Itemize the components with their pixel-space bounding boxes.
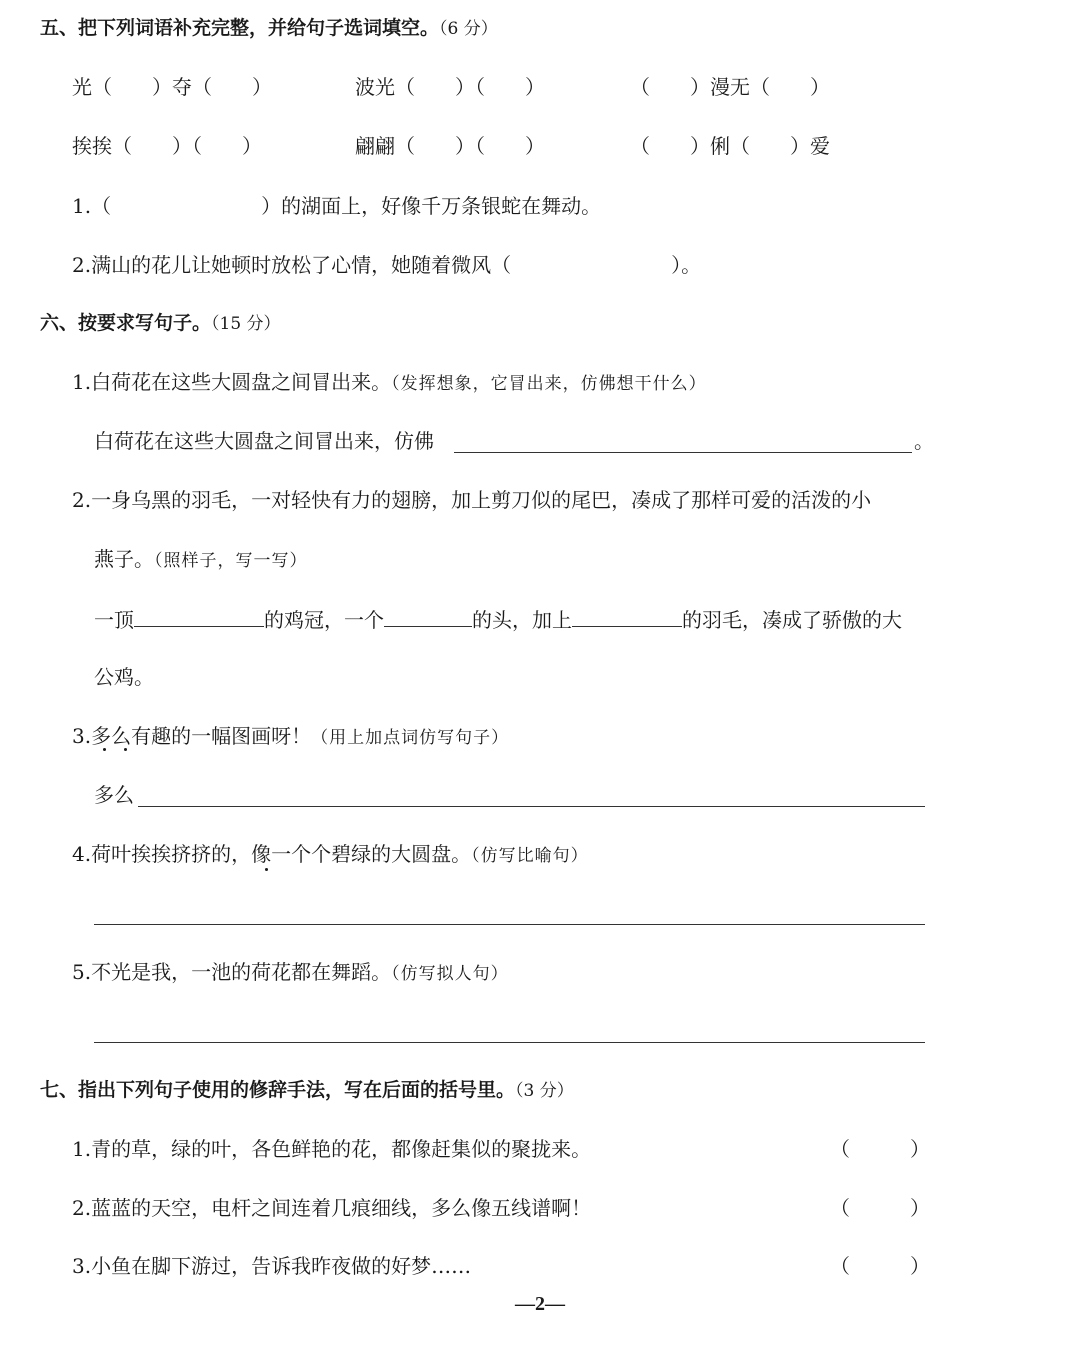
answer-line[interactable] <box>572 604 682 627</box>
sec7-question-2: 2.蓝蓝的天空，电杆之间连着几痕细线，多么像五线谱啊！ <box>72 1196 592 1220</box>
emphasis-dot <box>265 868 268 871</box>
answer-line[interactable] <box>138 806 925 807</box>
fill-word-4: 挨挨（ ）（ ） <box>72 134 262 158</box>
answer-parentheses[interactable]: （ ） <box>830 1254 930 1278</box>
fill-word-5: 翩翩（ ）（ ） <box>355 134 545 158</box>
answer-line[interactable] <box>384 604 472 627</box>
sec6-q2-fill-end: 公鸡。 <box>94 665 154 689</box>
sec6-q3-fill: 多么 <box>94 783 134 807</box>
sec6-question-1: 1.白荷花在这些大圆盘之间冒出来。（发挥想象，它冒出来，仿佛想干什么） <box>72 370 707 394</box>
section-7-heading: 七、指出下列句子使用的修辞手法，写在后面的括号里。（3 分） <box>40 1079 574 1101</box>
emphasis-dot <box>124 748 127 751</box>
sec7-question-1: 1.青的草，绿的叶，各色鲜艳的花，都像赶集似的聚拢来。 <box>72 1137 592 1161</box>
sec6-question-2-line2: 燕子。（照样子，写一写） <box>94 547 308 571</box>
sec5-question-1: 1.（ ）的湖面上，好像千万条银蛇在舞动。 <box>72 194 602 218</box>
emphasis-dot <box>103 748 106 751</box>
section-5-heading: 五、把下列词语补充完整，并给句子选词填空。（6 分） <box>40 17 498 39</box>
fill-word-3: （ ）漫无（ ） <box>630 75 830 99</box>
sec6-question-5: 5.不光是我，一池的荷花都在舞蹈。（仿写拟人句） <box>72 960 509 984</box>
sec6-question-4: 4.荷叶挨挨挤挤的，像一个个碧绿的大圆盘。（仿写比喻句） <box>72 842 589 866</box>
section-6-heading: 六、按要求写句子。（15 分） <box>40 312 281 334</box>
fill-word-2: 波光（ ）（ ） <box>355 75 545 99</box>
sec6-question-3: 3.多么有趣的一幅图画呀！（用上加点词仿写句子） <box>72 724 510 748</box>
fill-word-6: （ ）俐（ ）爱 <box>630 134 830 158</box>
sec6-q1-end: 。 <box>914 429 934 453</box>
sec6-q2-fill-line: 一顶 的鸡冠，一个 的头，加上 的羽毛，凑成了骄傲的大 <box>94 604 902 634</box>
sec5-question-2: 2.满山的花儿让她顿时放松了心情，她随着微风（ ）。 <box>72 253 702 277</box>
fill-word-1: 光（ ）夺（ ） <box>72 75 272 99</box>
answer-parentheses[interactable]: （ ） <box>830 1137 930 1161</box>
answer-line[interactable] <box>134 604 264 627</box>
answer-line[interactable] <box>94 1042 925 1043</box>
sec7-question-3: 3.小鱼在脚下游过，告诉我昨夜做的好梦…… <box>72 1254 472 1278</box>
answer-line[interactable] <box>454 452 912 453</box>
page-number: —2— <box>515 1293 565 1315</box>
sec6-q1-fill: 白荷花在这些大圆盘之间冒出来，仿佛 <box>94 429 434 453</box>
answer-line[interactable] <box>94 924 925 925</box>
sec6-question-2-line1: 2.一身乌黑的羽毛，一对轻快有力的翅膀，加上剪刀似的尾巴，凑成了那样可爱的活泼的小 <box>72 488 872 512</box>
answer-parentheses[interactable]: （ ） <box>830 1196 930 1220</box>
